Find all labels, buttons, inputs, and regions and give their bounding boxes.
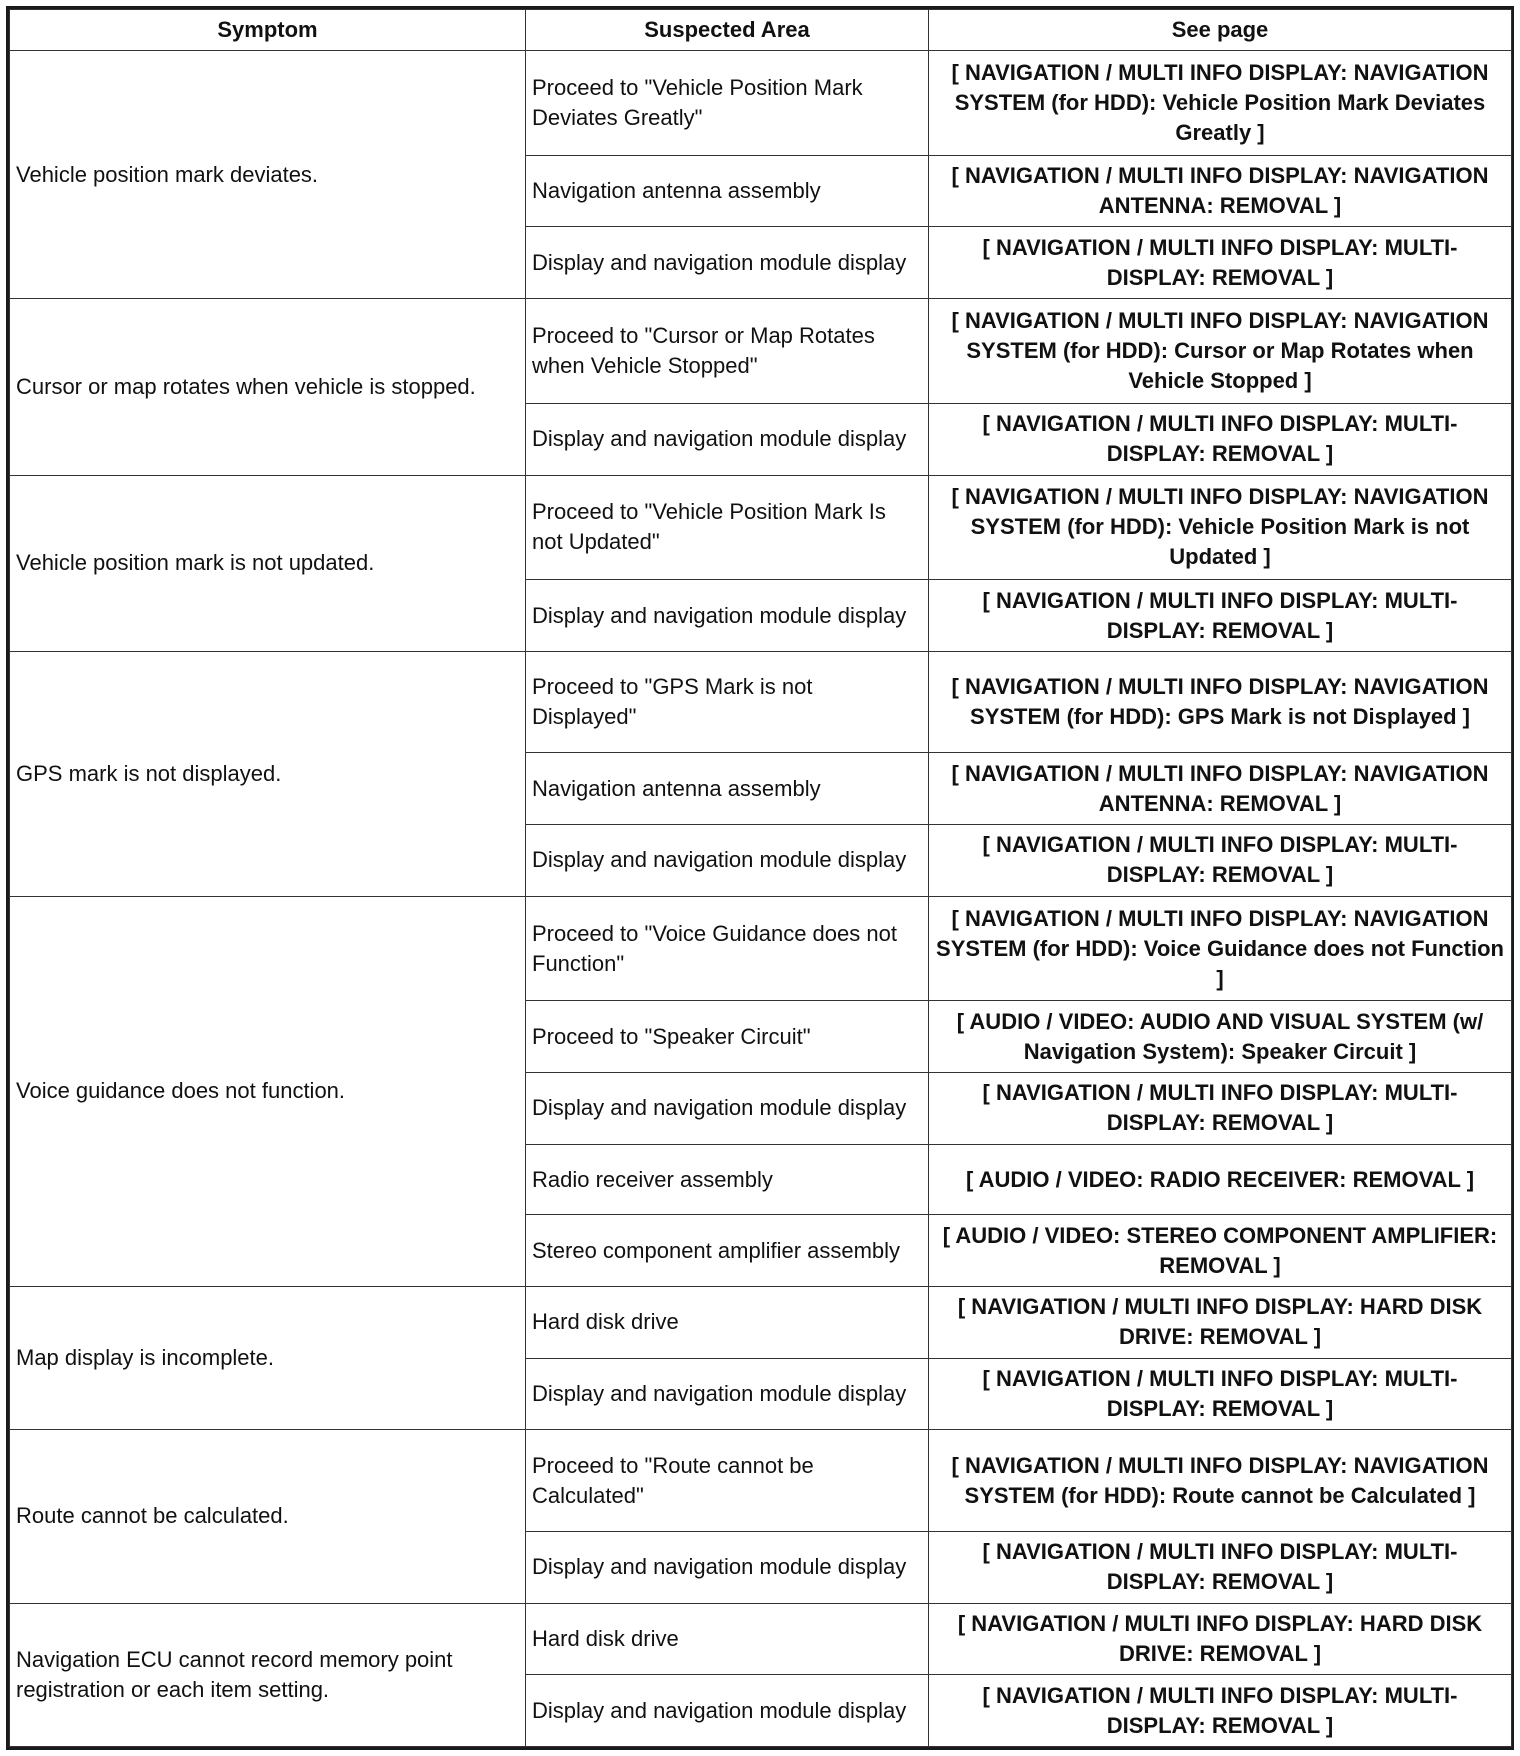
see-page-cell: [ NAVIGATION / MULTI INFO DISPLAY: MULTI-DISPLAY: REMOVAL ] <box>929 227 1512 299</box>
symptom-cell: Navigation ECU cannot record memory point registration or each item setting. <box>10 1603 526 1747</box>
see-page-cell: [ NAVIGATION / MULTI INFO DISPLAY: MULTI-DISPLAY: REMOVAL ] <box>929 1675 1512 1747</box>
suspected-area-cell: Proceed to "Route cannot be Calculated" <box>526 1430 929 1531</box>
suspected-area-cell: Proceed to "Vehicle Position Mark Deviates Greatly" <box>526 51 929 156</box>
see-page-cell: [ NAVIGATION / MULTI INFO DISPLAY: NAVIGATION SYSTEM (for HDD): Voice Guidance does not Function ] <box>929 896 1512 1001</box>
see-page-cell: [ NAVIGATION / MULTI INFO DISPLAY: MULTI-DISPLAY: REMOVAL ] <box>929 1073 1512 1145</box>
suspected-area-cell: Display and navigation module display <box>526 1358 929 1430</box>
see-page-cell: [ NAVIGATION / MULTI INFO DISPLAY: MULTI-DISPLAY: REMOVAL ] <box>929 580 1512 652</box>
see-page-cell: [ AUDIO / VIDEO: AUDIO AND VISUAL SYSTEM (w/ Navigation System): Speaker Circuit ] <box>929 1001 1512 1073</box>
header-suspected-area: Suspected Area <box>526 10 929 51</box>
see-page-cell: [ NAVIGATION / MULTI INFO DISPLAY: NAVIGATION SYSTEM (for HDD): Cursor or Map Rotates when Vehicle Stopped ] <box>929 299 1512 404</box>
suspected-area-cell: Proceed to "Speaker Circuit" <box>526 1001 929 1073</box>
suspected-area-cell: Display and navigation module display <box>526 580 929 652</box>
suspected-area-cell: Hard disk drive <box>526 1287 929 1359</box>
suspected-area-cell: Display and navigation module display <box>526 227 929 299</box>
suspected-area-cell: Display and navigation module display <box>526 1073 929 1145</box>
symptom-cell: Cursor or map rotates when vehicle is stopped. <box>10 299 526 475</box>
suspected-area-cell: Display and navigation module display <box>526 825 929 897</box>
suspected-area-cell: Proceed to "Cursor or Map Rotates when Vehicle Stopped" <box>526 299 929 404</box>
see-page-cell: [ NAVIGATION / MULTI INFO DISPLAY: MULTI-DISPLAY: REMOVAL ] <box>929 1531 1512 1603</box>
suspected-area-cell: Hard disk drive <box>526 1603 929 1675</box>
symptom-cell: Vehicle position mark is not updated. <box>10 475 526 651</box>
table-row <box>10 1287 1512 1359</box>
suspected-area-cell: Display and navigation module display <box>526 403 929 475</box>
symptom-cell: Route cannot be calculated. <box>10 1430 526 1603</box>
table-body <box>10 51 1512 1747</box>
see-page-cell: [ AUDIO / VIDEO: STEREO COMPONENT AMPLIFIER: REMOVAL ] <box>929 1215 1512 1287</box>
see-page-cell: [ NAVIGATION / MULTI INFO DISPLAY: NAVIGATION ANTENNA: REMOVAL ] <box>929 753 1512 825</box>
symptom-cell: Voice guidance does not function. <box>10 896 526 1286</box>
see-page-cell: [ AUDIO / VIDEO: RADIO RECEIVER: REMOVAL ] <box>929 1144 1512 1215</box>
suspected-area-cell: Display and navigation module display <box>526 1531 929 1603</box>
see-page-cell: [ NAVIGATION / MULTI INFO DISPLAY: NAVIGATION SYSTEM (for HDD): Route cannot be Calculated ] <box>929 1430 1512 1531</box>
suspected-area-cell: Proceed to "Vehicle Position Mark Is not Updated" <box>526 475 929 580</box>
troubleshooting-table-frame <box>6 6 1514 1750</box>
see-page-cell: [ NAVIGATION / MULTI INFO DISPLAY: HARD DISK DRIVE: REMOVAL ] <box>929 1287 1512 1359</box>
suspected-area-cell: Stereo component amplifier assembly <box>526 1215 929 1287</box>
suspected-area-cell: Proceed to "Voice Guidance does not Function" <box>526 896 929 1001</box>
see-page-cell: [ NAVIGATION / MULTI INFO DISPLAY: NAVIGATION SYSTEM (for HDD): Vehicle Position Mark Deviates Greatly ] <box>929 51 1512 156</box>
table-row <box>10 896 1512 1001</box>
header-row <box>10 10 1512 51</box>
suspected-area-cell: Display and navigation module display <box>526 1675 929 1747</box>
table-row <box>10 651 1512 752</box>
see-page-cell: [ NAVIGATION / MULTI INFO DISPLAY: NAVIGATION SYSTEM (for HDD): Vehicle Position Mark is not Updated ] <box>929 475 1512 580</box>
see-page-cell: [ NAVIGATION / MULTI INFO DISPLAY: MULTI-DISPLAY: REMOVAL ] <box>929 403 1512 475</box>
see-page-cell: [ NAVIGATION / MULTI INFO DISPLAY: MULTI-DISPLAY: REMOVAL ] <box>929 825 1512 897</box>
header-symptom: Symptom <box>10 10 526 51</box>
symptom-cell: GPS mark is not displayed. <box>10 651 526 896</box>
suspected-area-cell: Navigation antenna assembly <box>526 155 929 227</box>
symptom-cell: Map display is incomplete. <box>10 1287 526 1430</box>
table-row <box>10 1430 1512 1531</box>
troubleshooting-table <box>9 9 1512 1747</box>
see-page-cell: [ NAVIGATION / MULTI INFO DISPLAY: NAVIGATION ANTENNA: REMOVAL ] <box>929 155 1512 227</box>
see-page-cell: [ NAVIGATION / MULTI INFO DISPLAY: MULTI-DISPLAY: REMOVAL ] <box>929 1358 1512 1430</box>
table-row <box>10 475 1512 580</box>
table-row <box>10 51 1512 156</box>
table-row <box>10 299 1512 404</box>
see-page-cell: [ NAVIGATION / MULTI INFO DISPLAY: NAVIGATION SYSTEM (for HDD): GPS Mark is not Displayed ] <box>929 651 1512 752</box>
header-see-page: See page <box>929 10 1512 51</box>
suspected-area-cell: Navigation antenna assembly <box>526 753 929 825</box>
suspected-area-cell: Radio receiver assembly <box>526 1144 929 1215</box>
table-row <box>10 1603 1512 1675</box>
see-page-cell: [ NAVIGATION / MULTI INFO DISPLAY: HARD DISK DRIVE: REMOVAL ] <box>929 1603 1512 1675</box>
suspected-area-cell: Proceed to "GPS Mark is not Displayed" <box>526 651 929 752</box>
symptom-cell: Vehicle position mark deviates. <box>10 51 526 299</box>
